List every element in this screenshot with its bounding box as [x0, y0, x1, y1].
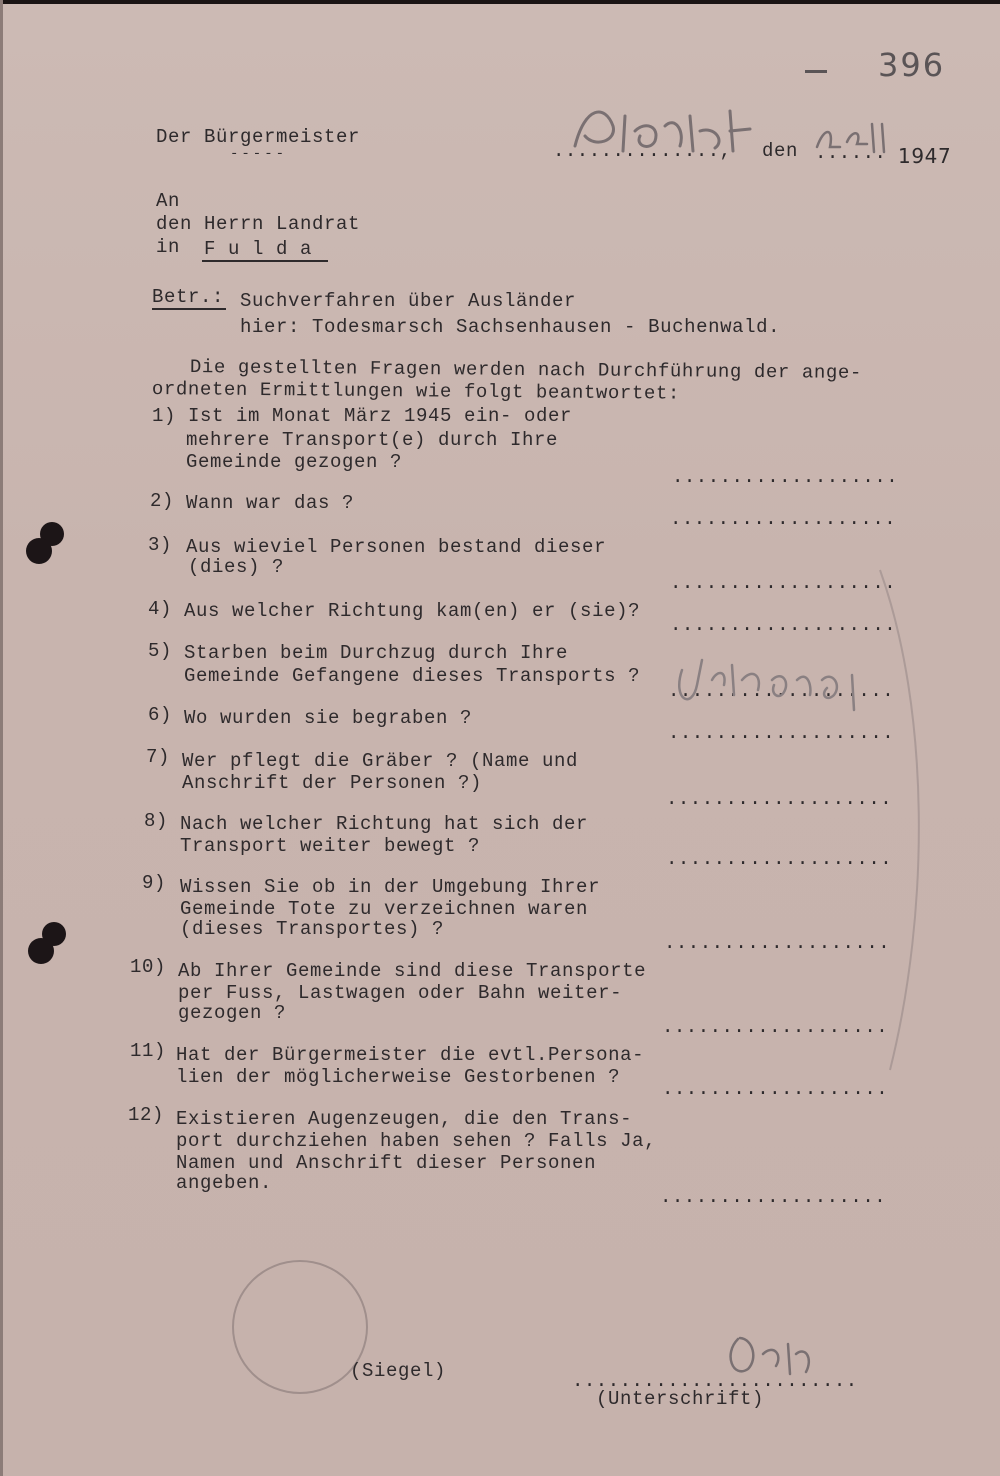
subject-line-2: hier: Todesmarsch Sachsenhausen - Buchenwald. [240, 316, 781, 338]
answer-dots-2: ................... [670, 508, 897, 530]
question-12-line-3: Namen und Anschrift dieser Personen [176, 1152, 597, 1174]
question-8-number: 8) [144, 810, 169, 832]
scan-top-edge [0, 0, 1000, 4]
answer-dots-10: ................... [662, 1016, 889, 1038]
question-9-line-2: Gemeinde Tote zu verzeichnen waren [180, 898, 589, 920]
question-7-number: 7) [146, 746, 171, 768]
answer-dots-12: ................... [660, 1186, 887, 1208]
question-1-line-1: Ist im Monat März 1945 ein- oder [188, 405, 573, 427]
question-12-line-4: angeben. [176, 1172, 273, 1194]
sender-title: Der Bürgermeister [156, 126, 361, 148]
answer-dots-9: ................... [664, 932, 891, 954]
address-line-an: An [156, 190, 181, 212]
question-1-line-2: mehrere Transport(e) durch Ihre [186, 429, 559, 451]
question-1-line-3: Gemeinde gezogen ? [186, 451, 403, 473]
handwritten-signature [718, 1324, 828, 1384]
question-12-number: 12) [128, 1104, 165, 1126]
question-6-line-1: Wo wurden sie begraben ? [184, 707, 473, 729]
question-10-line-3: gezogen ? [178, 1002, 287, 1024]
address-prefix-in: in [156, 236, 181, 258]
question-11-line-1: Hat der Bürgermeister die evtl.Persona- [176, 1044, 645, 1066]
question-4-line-1: Aus welcher Richtung kam(en) er (sie)? [184, 600, 641, 622]
intro-line-1: Die gestellten Fragen werden nach Durchführung der ange- [189, 356, 863, 384]
signature-dots: ........................ [572, 1370, 858, 1392]
seal-label: (Siegel) [350, 1360, 447, 1382]
page-number-dash [805, 70, 827, 73]
handwritten-date [812, 112, 902, 157]
subject-label: Betr.: [152, 286, 225, 308]
page-number: 396 [878, 46, 946, 84]
signature-label: (Unterschrift) [596, 1388, 765, 1410]
question-10-line-1: Ab Ihrer Gemeinde sind diese Transporte [178, 960, 647, 982]
place-dots: .............., [553, 140, 732, 162]
question-1-number: 1) [152, 405, 177, 427]
question-3-line-1: Aus wieviel Personen bestand dieser [186, 536, 607, 558]
question-9-line-3: (dieses Transportes) ? [180, 918, 445, 940]
question-5-line-1: Starben beim Durchzug durch Ihre [184, 642, 569, 664]
date-prefix: den [762, 140, 799, 162]
question-4-number: 4) [148, 598, 173, 620]
answer-dots-6: ................... [668, 722, 895, 744]
subject-label-underline [152, 308, 226, 310]
answer-dots-4: ................... [670, 614, 897, 636]
question-10-number: 10) [130, 956, 167, 978]
subject-line-1: Suchverfahren über Ausländer [240, 290, 577, 312]
question-10-line-2: per Fuss, Lastwagen oder Bahn weiter- [178, 982, 623, 1004]
question-3-line-2: (dies) ? [188, 556, 285, 578]
question-12-line-2: port durchziehen haben sehen ? Falls Ja, [176, 1130, 657, 1152]
question-11-line-2: lien der möglicherweise Gestorbenen ? [176, 1066, 621, 1088]
address-city: F u l d a [204, 238, 313, 260]
date-dots: ...... [815, 142, 887, 164]
answer-dots-5: ................... [668, 680, 895, 702]
answer-dots-1: ................... [672, 466, 899, 488]
city-underline [202, 260, 328, 262]
intro-line-2: ordneten Ermittlungen wie folgt beantwortet: [151, 378, 681, 405]
answer-dots-8: ................... [666, 848, 893, 870]
punch-hole-bottom [28, 920, 68, 964]
year: 1947 [898, 144, 952, 168]
question-12-line-1: Existieren Augenzeugen, die den Trans- [176, 1108, 633, 1130]
address-recipient: den Herrn Landrat [156, 213, 361, 235]
sender-underline-dashes: ----- [230, 146, 288, 162]
question-3-number: 3) [148, 534, 173, 556]
question-8-line-1: Nach welcher Richtung hat sich der [180, 813, 589, 835]
question-6-number: 6) [148, 704, 173, 726]
question-5-number: 5) [148, 640, 173, 662]
answer-dots-7: ................... [666, 788, 893, 810]
punch-hole-top [26, 520, 66, 564]
question-9-number: 9) [142, 872, 167, 894]
question-11-number: 11) [130, 1040, 167, 1062]
question-7-line-1: Wer pflegt die Gräber ? (Name und [182, 750, 579, 772]
question-7-line-2: Anschrift der Personen ?) [182, 772, 483, 794]
faint-pencil-bracket [860, 560, 940, 1080]
question-2-number: 2) [150, 490, 175, 512]
answer-dots-11: ................... [662, 1078, 889, 1100]
question-8-line-2: Transport weiter bewegt ? [180, 835, 481, 857]
answer-dots-3: ................... [670, 572, 897, 594]
question-5-line-2: Gemeinde Gefangene dieses Transports ? [184, 665, 641, 687]
faint-seal-stamp [232, 1260, 368, 1394]
scan-left-edge [0, 0, 3, 1476]
handwritten-place-signature [565, 96, 765, 166]
question-2-line-1: Wann war das ? [186, 492, 355, 514]
question-9-line-1: Wissen Sie ob in der Umgebung Ihrer [180, 876, 601, 898]
